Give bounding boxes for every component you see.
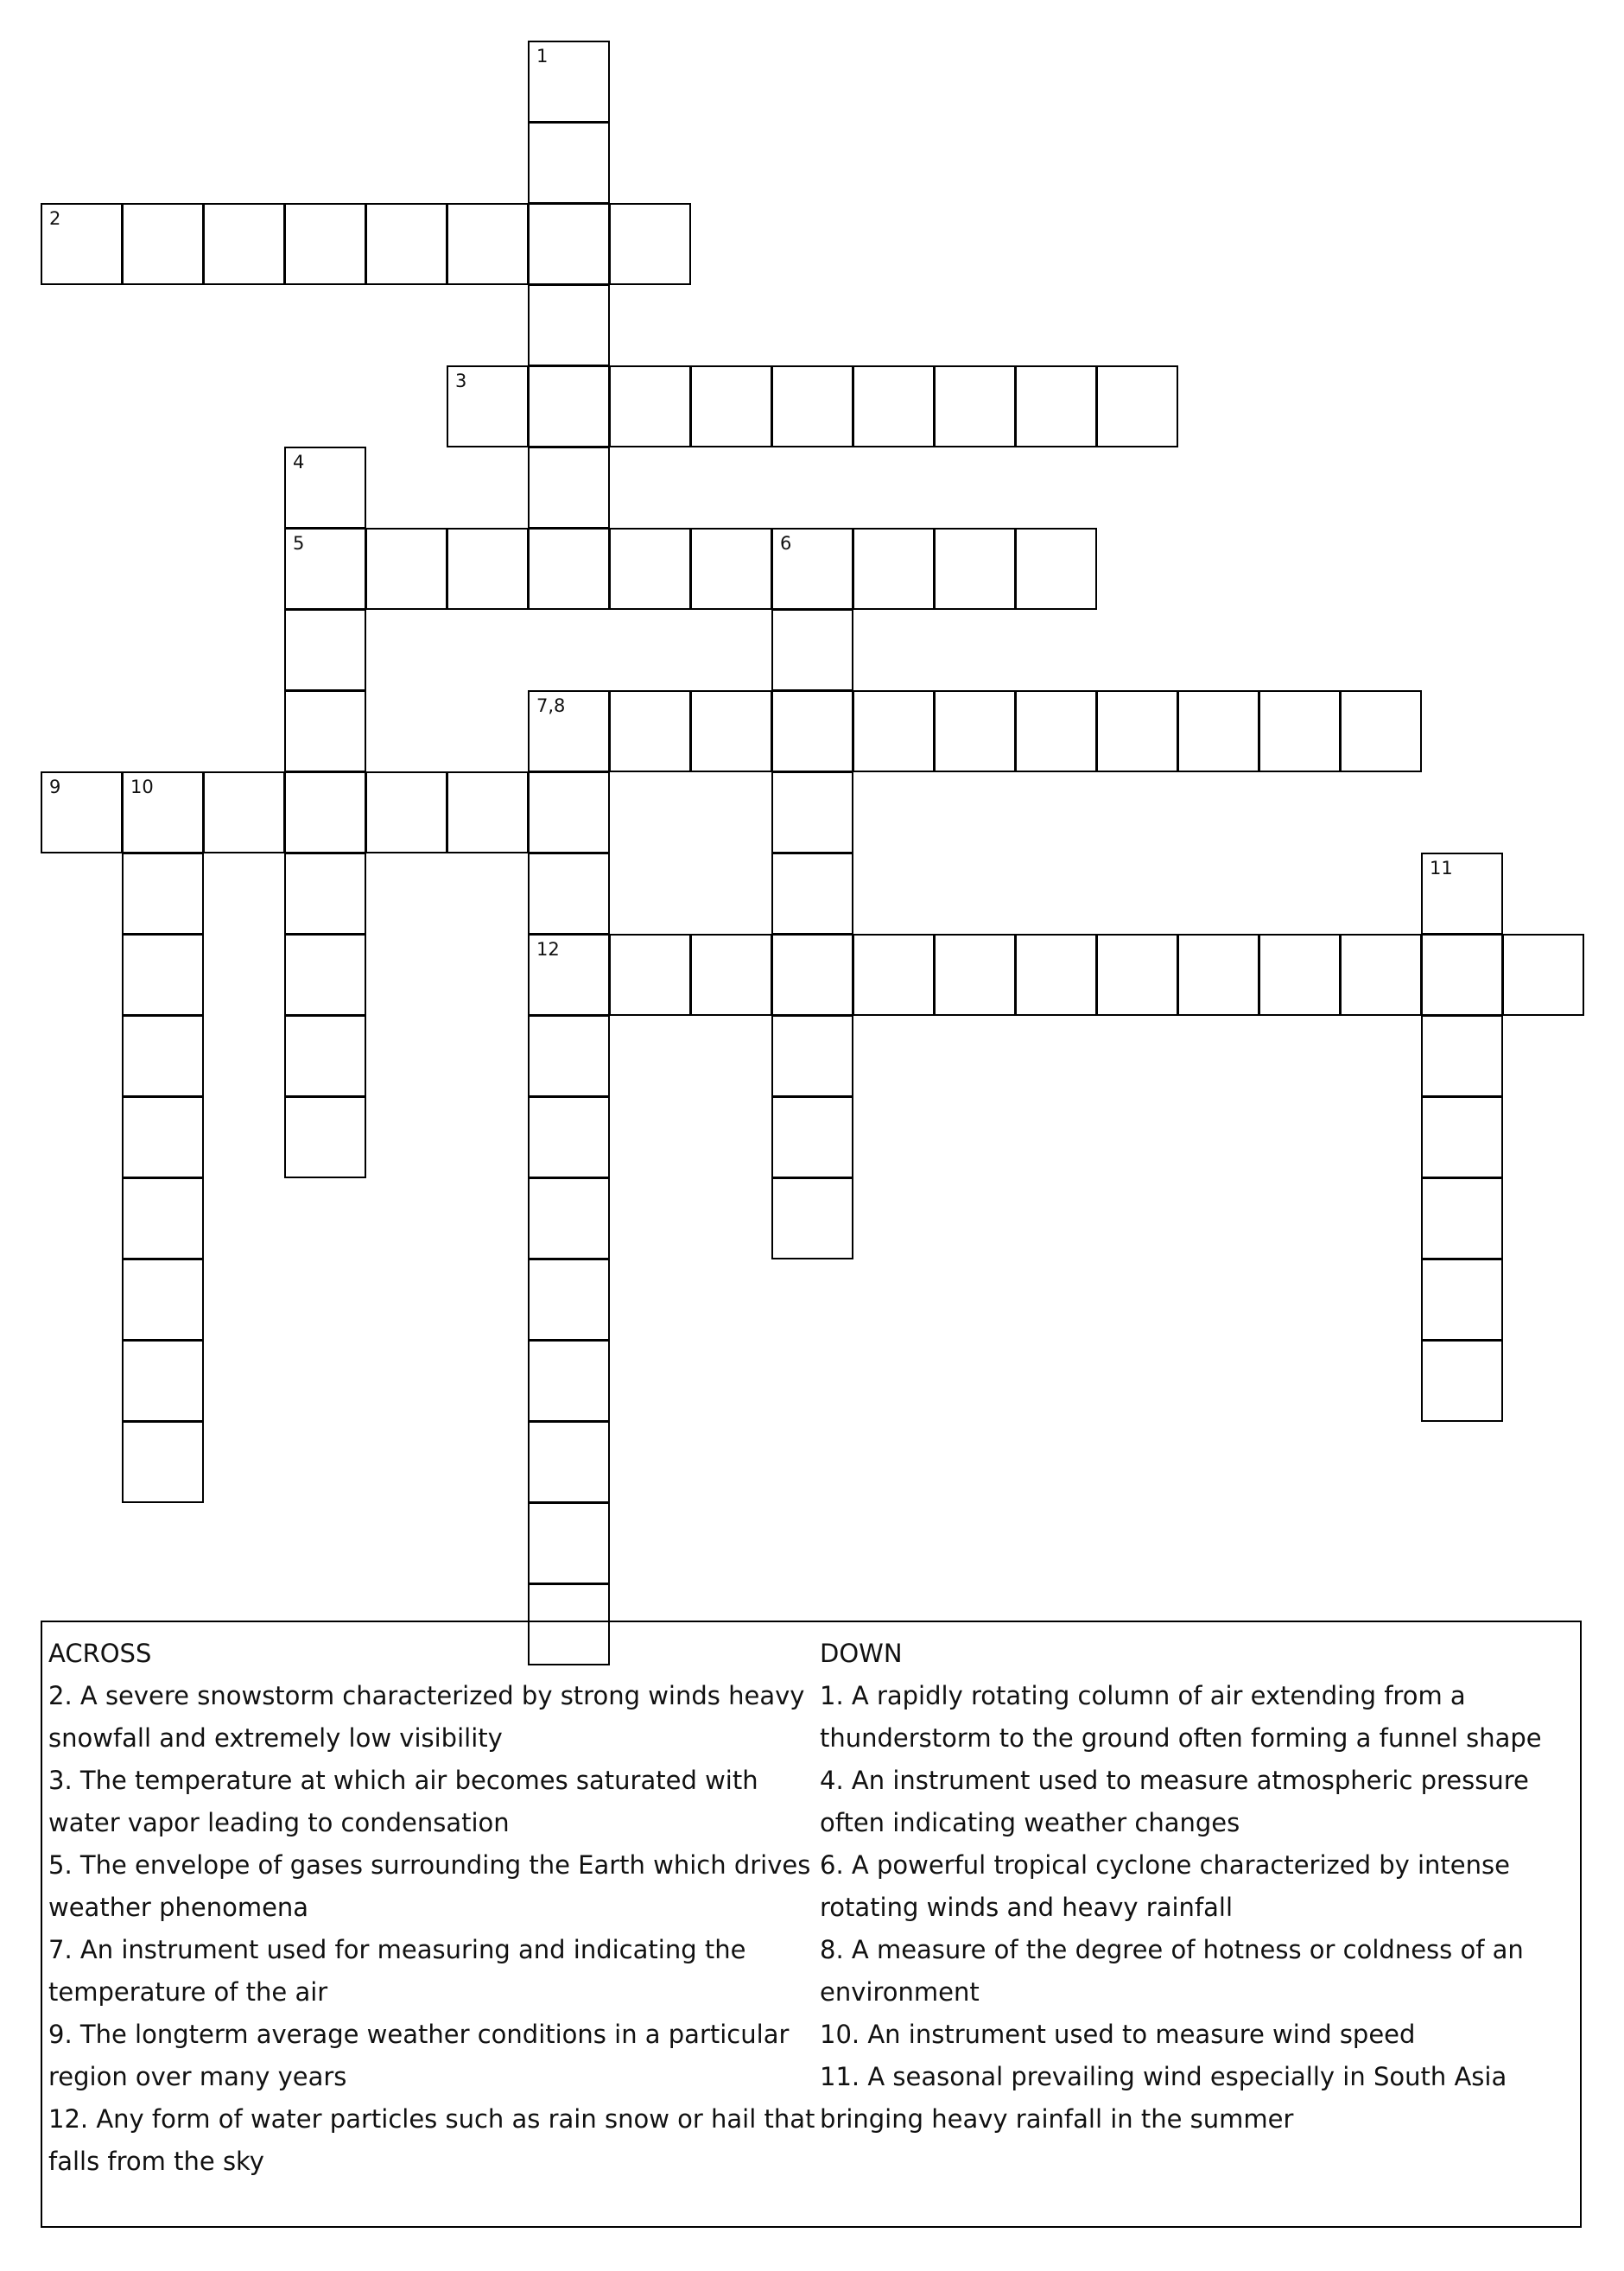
clue-down-6: 6. A powerful tropical cyclone characterized by intense rotating winds and heavy rainfall bbox=[820, 1850, 1510, 1922]
grid-cell[interactable] bbox=[122, 203, 204, 285]
grid-cell[interactable] bbox=[528, 1340, 610, 1422]
grid-cell[interactable] bbox=[771, 690, 853, 772]
clue-number: 10 bbox=[130, 777, 154, 797]
grid-cell[interactable] bbox=[447, 203, 529, 285]
grid-cell[interactable] bbox=[365, 203, 447, 285]
grid-cell[interactable] bbox=[447, 528, 529, 610]
grid-cell[interactable] bbox=[1259, 690, 1341, 772]
across-clues bbox=[48, 1633, 817, 2183]
grid-cell[interactable] bbox=[771, 771, 853, 853]
grid-cell[interactable] bbox=[528, 365, 610, 447]
grid-cell[interactable] bbox=[1340, 690, 1422, 772]
grid-cell[interactable] bbox=[122, 853, 204, 935]
grid-cell[interactable] bbox=[690, 934, 772, 1016]
grid-cell[interactable] bbox=[528, 1421, 610, 1503]
clue-down-1: 1. A rapidly rotating column of air extending from a thunderstorm to the ground often forming a funnel shape bbox=[820, 1681, 1542, 1753]
grid-cell[interactable] bbox=[771, 1096, 853, 1178]
grid-cell[interactable] bbox=[122, 1015, 204, 1097]
clue-number: 11 bbox=[1430, 858, 1453, 879]
grid-cell[interactable] bbox=[934, 365, 1016, 447]
grid-cell[interactable] bbox=[771, 528, 853, 610]
clue-number: 1 bbox=[536, 46, 549, 67]
grid-cell[interactable] bbox=[1015, 690, 1097, 772]
grid-cell[interactable] bbox=[528, 1015, 610, 1097]
grid-cell[interactable] bbox=[528, 528, 610, 610]
grid-cell[interactable] bbox=[1096, 934, 1178, 1016]
grid-cell[interactable] bbox=[690, 365, 772, 447]
grid-cell[interactable] bbox=[1177, 690, 1259, 772]
clue-number: 4 bbox=[293, 452, 305, 473]
grid-cell[interactable] bbox=[284, 609, 366, 691]
grid-cell[interactable] bbox=[690, 528, 772, 610]
grid-cell[interactable] bbox=[1015, 365, 1097, 447]
grid-cell[interactable] bbox=[528, 284, 610, 366]
grid-cell[interactable] bbox=[528, 1259, 610, 1341]
grid-cell[interactable] bbox=[1421, 934, 1503, 1016]
grid-cell[interactable] bbox=[122, 1340, 204, 1422]
clue-number: 12 bbox=[536, 939, 560, 960]
clue-number: 7,8 bbox=[536, 695, 566, 716]
clue-number: 3 bbox=[455, 371, 467, 391]
clue-across-9: 9. The longterm average weather conditions in a particular region over many years bbox=[48, 2020, 790, 2091]
grid-cell[interactable] bbox=[771, 1177, 853, 1259]
grid-cell[interactable] bbox=[447, 771, 529, 853]
grid-cell[interactable] bbox=[609, 528, 691, 610]
grid-cell[interactable] bbox=[853, 365, 935, 447]
grid-cell[interactable] bbox=[122, 1177, 204, 1259]
grid-cell[interactable] bbox=[528, 41, 610, 123]
grid-cell[interactable] bbox=[1340, 934, 1422, 1016]
grid-cell[interactable] bbox=[122, 771, 204, 853]
grid-cell[interactable] bbox=[853, 934, 935, 1016]
grid-cell[interactable] bbox=[1421, 1015, 1503, 1097]
clue-number: 5 bbox=[293, 533, 305, 554]
grid-cell[interactable] bbox=[1177, 934, 1259, 1016]
clue-number: 2 bbox=[49, 208, 61, 229]
grid-cell[interactable] bbox=[609, 690, 691, 772]
grid-cell[interactable] bbox=[609, 365, 691, 447]
clue-down-11: 11. A seasonal prevailing wind especially in South Asia bringing heavy rainfall in the summer bbox=[820, 2062, 1507, 2134]
clue-down-10: 10. An instrument used to measure wind speed bbox=[820, 2020, 1416, 2049]
clue-across-2: 2. A severe snowstorm characterized by strong winds heavy snowfall and extremely low visibility bbox=[48, 1681, 805, 1753]
grid-cell[interactable] bbox=[365, 528, 447, 610]
grid-cell[interactable] bbox=[771, 934, 853, 1016]
grid-cell[interactable] bbox=[690, 690, 772, 772]
grid-cell[interactable] bbox=[284, 1096, 366, 1178]
clue-number: 9 bbox=[49, 777, 61, 797]
clue-down-4: 4. An instrument used to measure atmospheric pressure often indicating weather changes bbox=[820, 1766, 1529, 1837]
grid-cell[interactable] bbox=[284, 528, 366, 610]
grid-cell[interactable] bbox=[771, 853, 853, 935]
grid-cell[interactable] bbox=[203, 203, 285, 285]
grid-cell[interactable] bbox=[528, 1096, 610, 1178]
grid-cell[interactable] bbox=[528, 122, 610, 204]
grid-cell[interactable] bbox=[1502, 934, 1584, 1016]
grid-cell[interactable] bbox=[771, 365, 853, 447]
grid-cell[interactable] bbox=[609, 203, 691, 285]
grid-cell[interactable] bbox=[122, 1259, 204, 1341]
clue-across-7: 7. An instrument used for measuring and indicating the temperature of the air bbox=[48, 1935, 746, 2007]
clue-box bbox=[41, 1621, 1582, 2228]
grid-cell[interactable] bbox=[853, 690, 935, 772]
grid-cell[interactable] bbox=[528, 1177, 610, 1259]
grid-cell[interactable] bbox=[771, 609, 853, 691]
grid-cell[interactable] bbox=[284, 771, 366, 853]
grid-cell[interactable] bbox=[284, 447, 366, 529]
grid-cell[interactable] bbox=[771, 1015, 853, 1097]
grid-cell[interactable] bbox=[122, 934, 204, 1016]
grid-cell[interactable] bbox=[122, 1421, 204, 1503]
grid-cell[interactable] bbox=[447, 365, 529, 447]
grid-cell[interactable] bbox=[1259, 934, 1341, 1016]
grid-cell[interactable] bbox=[284, 690, 366, 772]
clue-across-12: 12. Any form of water particles such as rain snow or hail that falls from the sky bbox=[48, 2104, 815, 2176]
grid-cell[interactable] bbox=[284, 1015, 366, 1097]
across-heading: ACROSS bbox=[48, 1639, 152, 1668]
grid-cell[interactable] bbox=[528, 771, 610, 853]
grid-cell[interactable] bbox=[284, 934, 366, 1016]
grid-cell[interactable] bbox=[365, 771, 447, 853]
grid-cell[interactable] bbox=[284, 203, 366, 285]
grid-cell[interactable] bbox=[1015, 934, 1097, 1016]
grid-cell[interactable] bbox=[528, 1502, 610, 1584]
grid-cell[interactable] bbox=[528, 853, 610, 935]
grid-cell[interactable] bbox=[934, 934, 1016, 1016]
clue-down-8: 8. A measure of the degree of hotness or coldness of an environment bbox=[820, 1935, 1524, 2007]
grid-cell[interactable] bbox=[122, 1096, 204, 1178]
grid-cell[interactable] bbox=[41, 203, 123, 285]
grid-cell[interactable] bbox=[853, 528, 935, 610]
grid-cell[interactable] bbox=[528, 447, 610, 529]
grid-cell[interactable] bbox=[1421, 853, 1503, 935]
grid-cell[interactable] bbox=[1421, 1259, 1503, 1341]
clue-across-3: 3. The temperature at which air becomes saturated with water vapor leading to condensation bbox=[48, 1766, 758, 1837]
grid-cell[interactable] bbox=[203, 771, 285, 853]
grid-cell[interactable] bbox=[41, 771, 123, 853]
grid-cell[interactable] bbox=[1015, 528, 1097, 610]
clue-across-5: 5. The envelope of gases surrounding the Earth which drives weather phenomena bbox=[48, 1850, 811, 1922]
grid-cell[interactable] bbox=[1096, 690, 1178, 772]
grid-cell[interactable] bbox=[934, 690, 1016, 772]
grid-cell[interactable] bbox=[934, 528, 1016, 610]
grid-cell[interactable] bbox=[1421, 1177, 1503, 1259]
grid-cell[interactable] bbox=[528, 690, 610, 772]
grid-cell[interactable] bbox=[609, 934, 691, 1016]
grid-cell[interactable] bbox=[528, 934, 610, 1016]
down-clues bbox=[820, 1633, 1571, 2141]
grid-cell[interactable] bbox=[1421, 1340, 1503, 1422]
down-heading: DOWN bbox=[820, 1639, 903, 1668]
clue-number: 6 bbox=[780, 533, 792, 554]
grid-cell[interactable] bbox=[284, 853, 366, 935]
grid-cell[interactable] bbox=[1421, 1096, 1503, 1178]
grid-cell[interactable] bbox=[1096, 365, 1178, 447]
grid-cell[interactable] bbox=[528, 203, 610, 285]
